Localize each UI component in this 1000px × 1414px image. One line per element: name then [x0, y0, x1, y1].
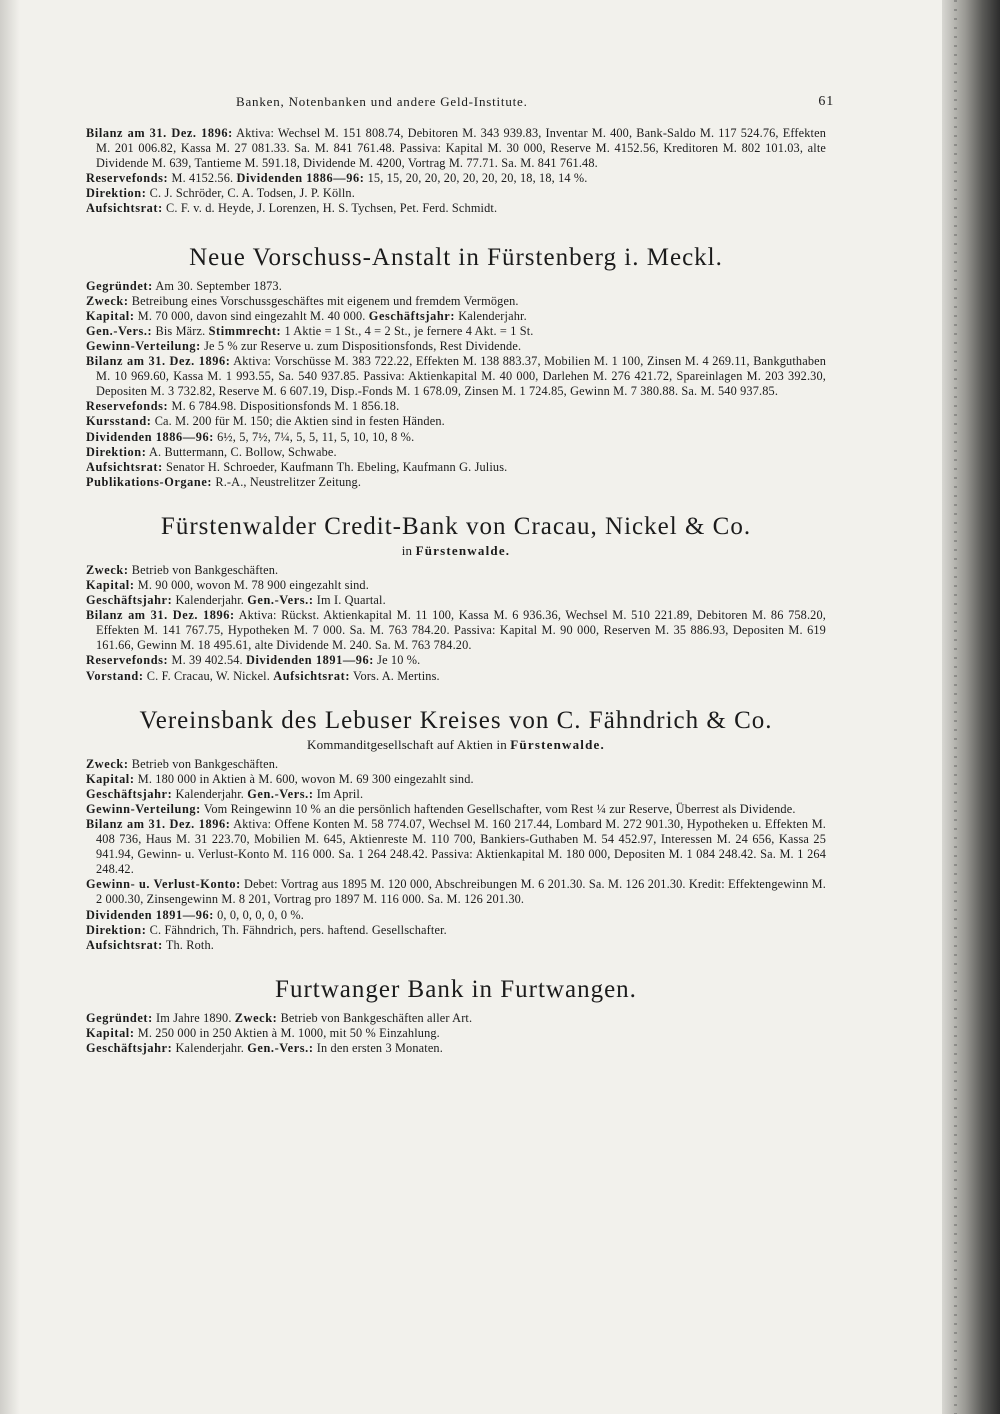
bank-title: Furtwanger Bank in Furtwangen.	[275, 975, 637, 1003]
entry-vorstand-aufsichtsrat: Vorstand: C. F. Cracau, W. Nickel. Aufsichtsrat: Vors. A. Mertins.	[86, 668, 440, 683]
entry-publikations-organe: Publikations-Organe: R.-A., Neustrelitzer Zeitung.	[86, 474, 362, 489]
entry-aufsichtsrat: Aufsichtsrat: C. F. v. d. Heyde, J. Lorenzen, H. S. Tychsen, Pet. Ferd. Schmidt.	[86, 201, 498, 216]
intro-section	[86, 126, 826, 217]
entry-aufsichtsrat: Aufsichtsrat: Senator H. Schroeder, Kaufmann Th. Ebeling, Kaufmann G. Julius.	[86, 459, 508, 474]
running-head-title: Banken, Notenbanken und andere Geld-Institute.	[236, 94, 528, 109]
entry-kapital: Kapital: M. 70 000, davon sind eingezahlt M. 40 000. Geschäftsjahr: Kalenderjahr.	[86, 308, 527, 323]
entry-geschaeftsjahr: Geschäftsjahr: Kalenderjahr. Gen.-Vers.: Im April.	[86, 786, 364, 801]
page-content	[86, 90, 834, 1056]
entry-bilanz: Bilanz am 31. Dez. 1896: Aktiva: Offene Konten M. 58 774.07, Wechsel M. 160 217.44, Lombard M. 272 901.30, Hypotheken u. Effekten M. 408 736, Haus M. 31 223.70, Mobilien M. 645, Aktienreste M. 110 700, Bankiers-Guthaben M. 54 452.97, Interessen M. 24 656, Kassa 25 941.94, Gewinn- u. Verlust-Konto M. 116 000. Sa. 1 264 248.42. Passiva: Aktienkapital M. 180 000, Depositen M. 1 084 248.42. Sa. M. 1 264 248.42.	[86, 817, 826, 877]
bank-title: Fürstenwalder Credit-Bank von Cracau, Nickel & Co.	[160, 512, 752, 540]
bank-title: Vereinsbank des Lebuser Kreises von C. Fähndrich & Co.	[139, 706, 773, 734]
bank-section-vereinsbank-lebus	[86, 706, 826, 953]
entry-zweck: Zweck: Betrieb von Bankgeschäften.	[86, 756, 279, 771]
entry-gewinn-verteilung: Gewinn-Verteilung: Je 5 % zur Reserve u. zum Dispositionsfonds, Rest Dividende.	[86, 338, 522, 353]
entry-reservefonds-dividenden: Reservefonds: M. 39 402.54. Dividenden 1891—96: Je 10 %.	[86, 653, 421, 668]
entry-zweck: Zweck: Betreibung eines Vorschussgeschäftes mit eigenem und fremdem Vermögen.	[86, 293, 519, 308]
entry-kapital: Kapital: M. 90 000, wovon M. 78 900 eingezahlt sind.	[86, 577, 369, 592]
entry-bilanz: Bilanz am 31. Dez. 1896: Aktiva: Wechsel M. 151 808.74, Debitoren M. 343 939.83, Inventar M. 400, Bank-Saldo M. 117 524.76, Effekten M. 201 006.82, Kassa M. 27 081.33. Sa. M. 841 761.48. Passiva: Kapital M. 30 000, Reserve M. 4152.56, Kreditoren M. 802 101.03, alte Dividende M. 639, Tantieme M. 591.18, Dividende M. 4200, Vortrag M. 77.71. Sa. M. 841 761.48.	[86, 126, 827, 171]
entry-direktion: Direktion: C. J. Schröder, C. A. Todsen, J. P. Kölln.	[86, 186, 355, 201]
bank-section-fuerstenberg	[86, 243, 826, 490]
entry-geschaeftsjahr: Geschäftsjahr: Kalenderjahr. Gen.-Vers.: In den ersten 3 Monaten.	[86, 1041, 443, 1056]
entry-kapital: Kapital: M. 250 000 in 250 Aktien à M. 1000, mit 50 % Einzahlung.	[86, 1025, 440, 1040]
bank-subtitle: in Fürstenwalde.	[401, 542, 511, 558]
entry-gewinn-verlust-konto: Gewinn- u. Verlust-Konto: Debet: Vortrag aus 1895 M. 120 000, Abschreibungen M. 6 201.30. Sa. M. 126 201.30. Kredit: Effektengewinn M. 2 000.30, Zinsengewinn M. 8 201, Vortrag pro 1897 M. 116 000. Sa. M. 126 201.30.	[86, 877, 826, 907]
bank-subtitle: Kommanditgesellschaft auf Aktien in Fürstenwalde.	[307, 736, 605, 752]
page-number: 61	[818, 94, 834, 109]
bank-section-furtwanger-bank	[86, 975, 826, 1056]
entry-dividenden: Dividenden 1886—96: 6½, 5, 7½, 7¼, 5, 5, 11, 5, 10, 10, 8 %.	[86, 429, 415, 444]
entry-bilanz: Bilanz am 31. Dez. 1896: Aktiva: Vorschüsse M. 383 722.22, Effekten M. 138 883.37, Mobilien M. 1 100, Zinsen M. 4 269.11, Bankguthaben M. 10 969.60, Kassa M. 1 993.55, Sa. 540 937.85. Passiva: Aktienkapital M. 40 000, Darlehen M. 276 421.72, Spareinlagen M. 203 392.30, Depositen M. 3 732.82, Reserve M. 6 607.19, Disp.-Fonds M. 1 678.09, Zinsen M. 1 724.85, Gewinn M. 7 380.88. Sa. M. 540 937.85.	[86, 354, 827, 399]
book-gutter	[942, 0, 1000, 1414]
running-head	[86, 90, 834, 112]
entry-geschaeftsjahr: Geschäftsjahr: Kalenderjahr. Gen.-Vers.: Im I. Quartal.	[86, 593, 386, 608]
entry-kapital: Kapital: M. 180 000 in Aktien à M. 600, wovon M. 69 300 eingezahlt sind.	[86, 771, 474, 786]
entry-reservefonds: Reservefonds: M. 6 784.98. Dispositionsfonds M. 1 856.18.	[86, 399, 400, 414]
entry-zweck: Zweck: Betrieb von Bankgeschäften.	[86, 562, 279, 577]
entry-reservefonds-dividenden: Reservefonds: M. 4152.56. Dividenden 1886—96: 15, 15, 20, 20, 20, 20, 20, 20, 18, 18, 14 %.	[86, 171, 588, 186]
page-edge-shadow	[0, 0, 20, 1414]
entry-direktion: Direktion: A. Buttermann, C. Bollow, Schwabe.	[86, 444, 337, 459]
entry-genvers-stimmrecht: Gen.-Vers.: Bis März. Stimmrecht: 1 Aktie = 1 St., 4 = 2 St., je fernere 4 Akt. = 1 St.	[86, 323, 534, 338]
entry-gewinn-verteilung: Gewinn-Verteilung: Vom Reingewinn 10 % an die persönlich haftenden Gesellschafter, vom Rest ¼ zur Reserve, Überrest als Dividende.	[86, 801, 796, 816]
entry-gegruendet: Gegründet: Am 30. September 1873.	[86, 278, 282, 293]
entry-gegruendet-zweck: Gegründet: Im Jahre 1890. Zweck: Betrieb von Bankgeschäften aller Art.	[86, 1010, 473, 1025]
bank-section-fuerstenwalder-credit-bank	[86, 512, 826, 684]
bank-title: Neue Vorschuss-Anstalt in Fürstenberg i. Meckl.	[189, 243, 723, 271]
entry-bilanz: Bilanz am 31. Dez. 1896: Aktiva: Rückst. Aktienkapital M. 11 100, Kassa M. 6 936.36, Wechsel M. 510 221.89, Debitoren M. 86 758.20, Effekten M. 141 767.75, Hypotheken M. 7 000. Sa. M. 763 784.20. Passiva: Kapital M. 90 000, Reserven M. 35 886.93, Depositen M. 619 161.66, Gewinn M. 18 495.61, alte Dividende M. 240. Sa. M. 763 784.20.	[86, 608, 827, 653]
entry-dividenden: Dividenden 1891—96: 0, 0, 0, 0, 0, 0 %.	[86, 907, 304, 922]
entry-kursstand: Kursstand: Ca. M. 200 für M. 150; die Aktien sind in festen Händen.	[86, 414, 445, 429]
entry-aufsichtsrat: Aufsichtsrat: Th. Roth.	[86, 937, 214, 952]
entry-direktion: Direktion: C. Fähndrich, Th. Fähndrich, pers. haftend. Gesellschafter.	[86, 922, 447, 937]
